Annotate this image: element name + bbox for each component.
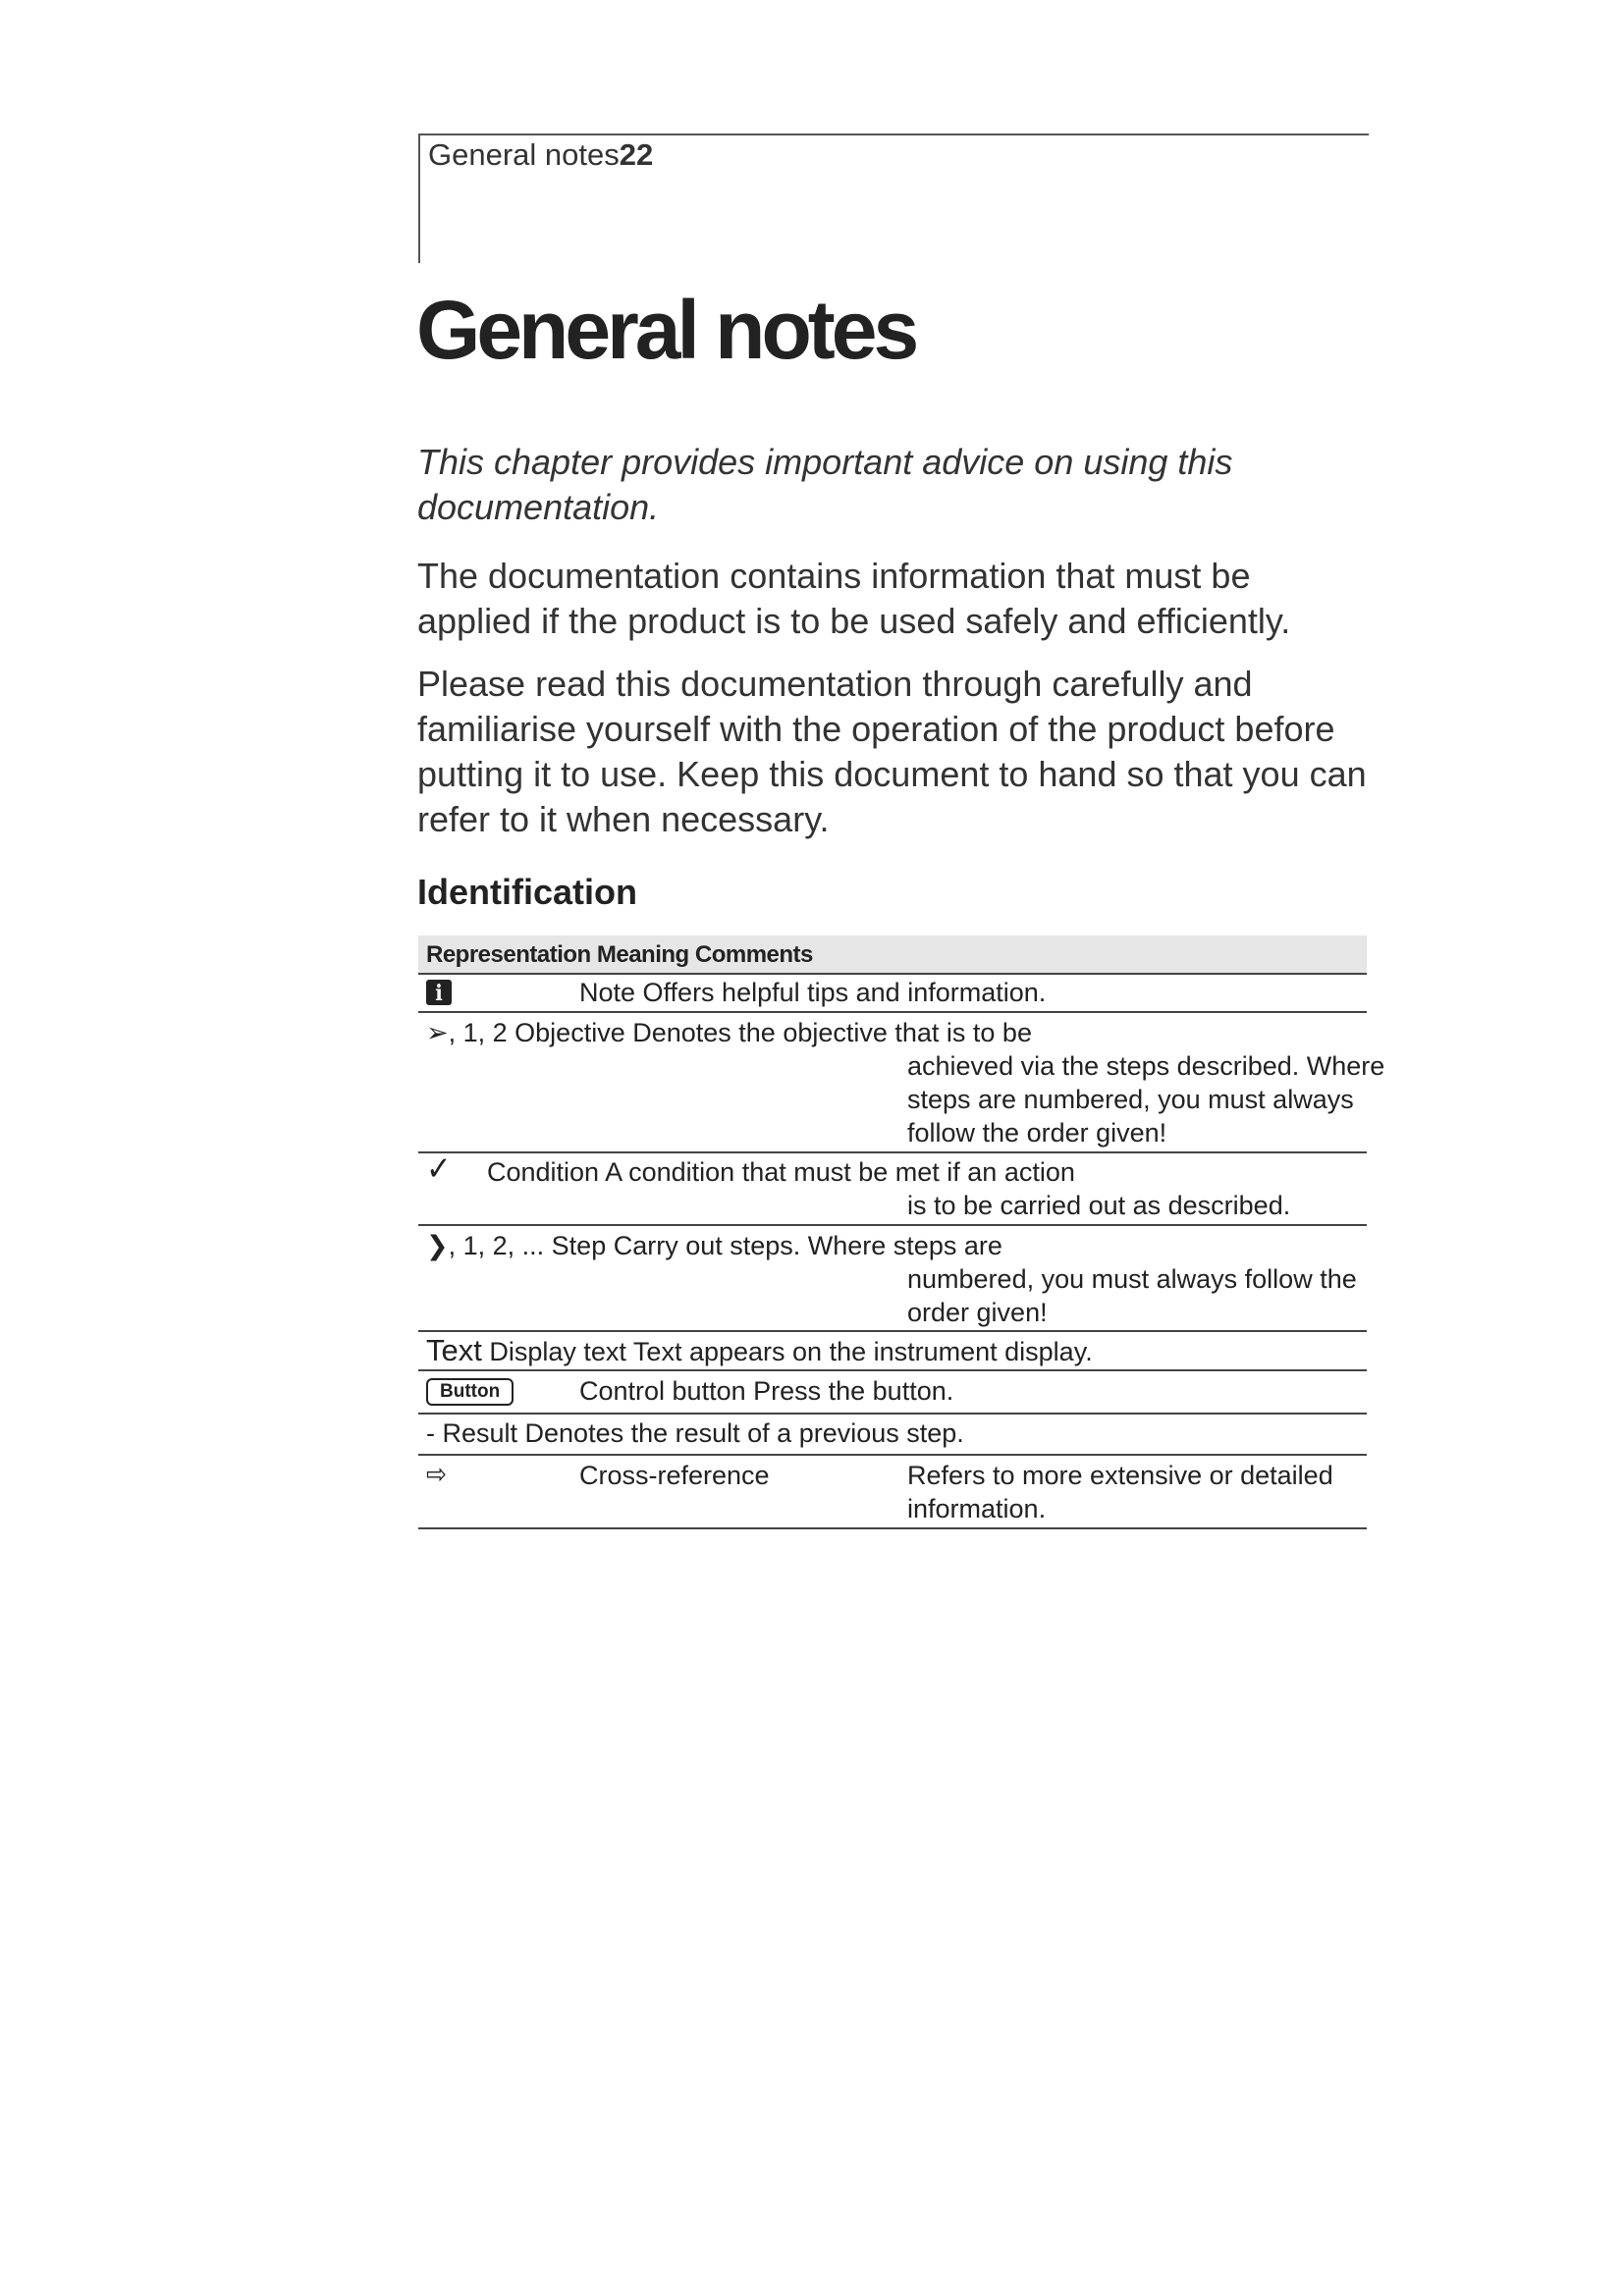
header-text xyxy=(428,137,653,173)
page-title: General notes xyxy=(416,284,916,376)
info-icon: i xyxy=(426,977,452,1009)
running-header xyxy=(418,133,1369,263)
paragraph-2: Please read this documentation through carefully and familiarise yourself with the operation of the product before putting it to use. Keep this document to hand so that you can refer to it when necessary. xyxy=(417,664,1367,839)
row-comment: information. xyxy=(907,1494,1047,1523)
table-row-objective xyxy=(418,1013,1385,1153)
row-text: Note Offers helpful tips and information. xyxy=(579,978,1047,1007)
row-meaning: Cross-reference xyxy=(579,1461,770,1490)
row-text: ❯, 1, 2, ... Step Carry out steps. Where steps are xyxy=(426,1231,1002,1260)
identification-table xyxy=(418,935,1385,1529)
row-comment: Refers to more extensive or detailed xyxy=(907,1461,1333,1490)
header-page-number: 22 xyxy=(619,137,654,172)
intro-text: This chapter provides important advice on using this documentation. xyxy=(417,442,1233,527)
table-row-cross-reference xyxy=(418,1456,1367,1529)
row-text-cont: steps are numbered, you must always xyxy=(907,1085,1354,1114)
row-text-cont: achieved via the steps described. Where xyxy=(907,1051,1385,1081)
table-row-display-text xyxy=(418,1332,1367,1371)
row-text: Control button Press the button. xyxy=(579,1376,954,1406)
row-text-cont: numbered, you must always follow the xyxy=(907,1264,1357,1294)
table-row-step xyxy=(418,1226,1367,1332)
row-text: Text Display text Text appears on the instrument display. xyxy=(426,1333,1093,1367)
cross-reference-icon: ⇨ xyxy=(426,1458,448,1490)
table-row-note xyxy=(418,975,1367,1013)
header-section: General notes xyxy=(428,137,620,172)
table-row-control-button xyxy=(418,1371,1367,1415)
row-text: - Result Denotes the result of a previous step. xyxy=(426,1418,964,1448)
check-icon: ✓ xyxy=(426,1149,452,1189)
table-row-result xyxy=(418,1415,1367,1456)
display-text-sample: Text xyxy=(426,1333,482,1367)
section-title: Identification xyxy=(417,872,637,912)
row-text-cont: is to be carried out as described. xyxy=(907,1191,1291,1220)
row-text-cont: order given! xyxy=(907,1298,1048,1327)
row-text: Condition A condition that must be met if an action xyxy=(487,1157,1075,1187)
button-icon: Button xyxy=(426,1374,514,1407)
row-text: ➢, 1, 2 Objective Denotes the objective that is to be xyxy=(426,1018,1032,1047)
table-header: Representation Meaning Comments xyxy=(418,935,1367,975)
row-text-cont: follow the order given! xyxy=(907,1118,1167,1148)
table-row-condition xyxy=(418,1149,1367,1226)
paragraph-1: The documentation contains information that must be applied if the product is to be used safely and efficiently. xyxy=(417,556,1291,641)
